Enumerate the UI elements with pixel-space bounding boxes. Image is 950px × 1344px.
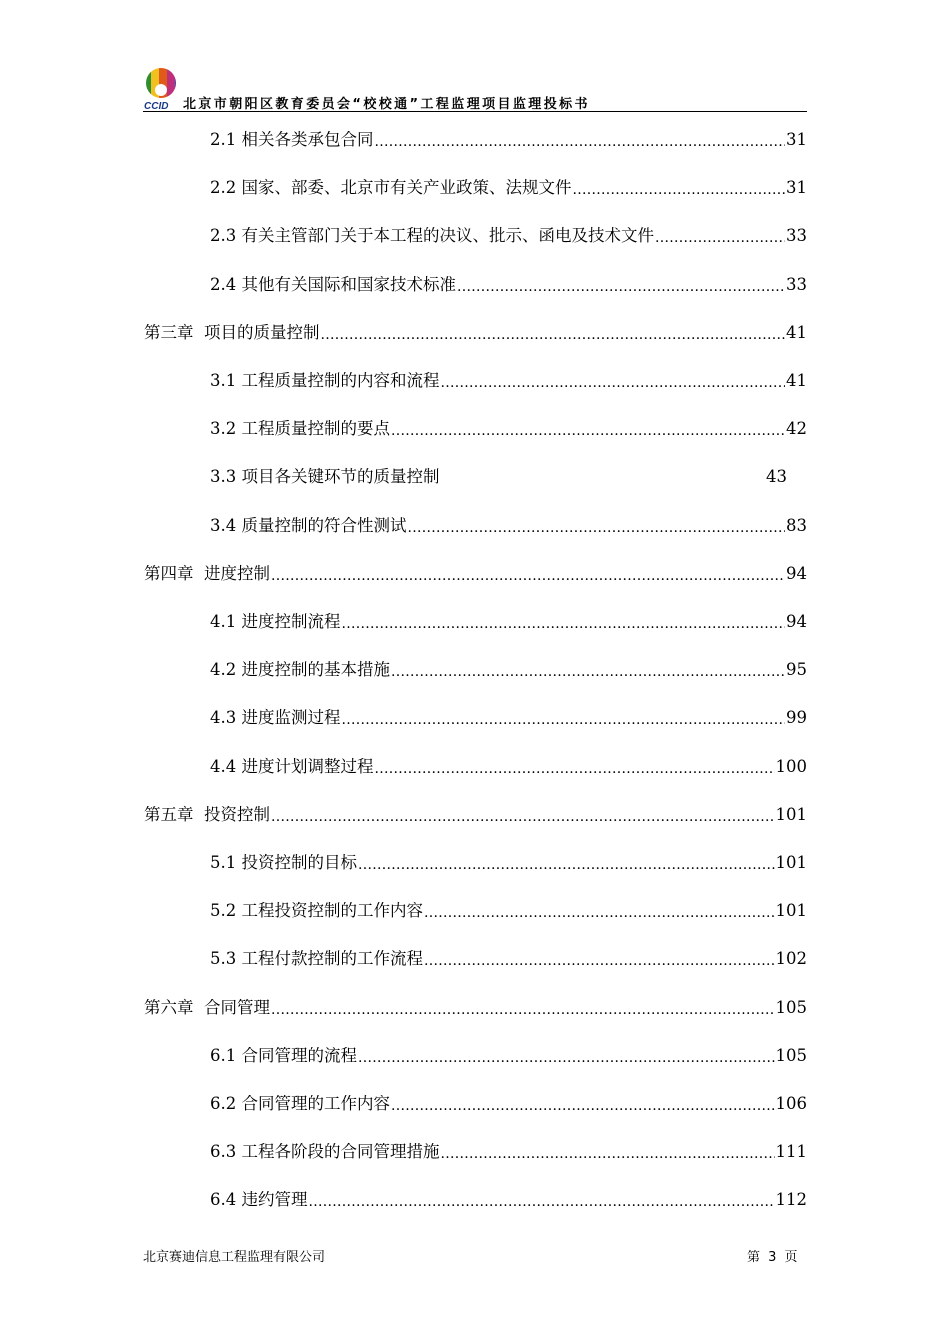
- header-title: 北京市朝阳区教育委员会“校校通”工程监理项目监理投标书: [183, 97, 590, 112]
- toc-dot-leader: [271, 567, 785, 585]
- toc-entry-title: 5.2 工程投资控制的工作内容: [210, 901, 423, 921]
- toc-dot-leader: [375, 760, 775, 778]
- toc-entry-title: 4.1 进度控制流程: [210, 612, 341, 631]
- toc-entry-page: 94: [786, 612, 807, 631]
- toc-dot-leader: [342, 711, 786, 729]
- toc-dot-leader: [358, 856, 775, 874]
- toc-entry-title: 2.4 其他有关国际和国家技术标准: [210, 274, 456, 294]
- svg-text:CCID: CCID: [144, 101, 169, 112]
- toc-entry-title: 第三章 项目的质量控制: [144, 322, 320, 342]
- toc-entry-page: 31: [786, 130, 807, 149]
- toc-entry-title: 6.3 工程各阶段的合同管理措施: [210, 1142, 440, 1162]
- toc-dot-leader: [391, 663, 785, 681]
- toc-dot-leader: [391, 422, 785, 440]
- toc-entry-title: 4.3 进度监测过程: [210, 708, 341, 728]
- toc-entry[interactable]: [210, 946, 807, 970]
- toc-entry[interactable]: [210, 850, 807, 874]
- toc-dot-leader: [342, 615, 786, 633]
- toc-entry-page: 42: [786, 419, 807, 439]
- toc-dot-leader: [457, 278, 785, 296]
- toc-entry-title: 2.2 国家、部委、北京市有关产业政策、法规文件: [210, 178, 572, 198]
- toc-entry[interactable]: [210, 1091, 807, 1115]
- toc-entry[interactable]: [210, 1139, 807, 1163]
- toc-entry[interactable]: [144, 995, 807, 1019]
- toc-entry[interactable]: [144, 561, 807, 585]
- toc-entry-title: 3.1 工程质量控制的内容和流程: [210, 371, 440, 390]
- toc-entry[interactable]: [210, 1043, 807, 1067]
- toc-dot-leader: [309, 1193, 775, 1211]
- toc-entry-title: 5.3 工程付款控制的工作流程: [210, 949, 423, 969]
- toc-entry-title: 第六章 合同管理: [144, 997, 270, 1017]
- footer-company: 北京赛迪信息工程监理有限公司: [143, 1250, 326, 1265]
- toc-entry-page: 83: [786, 515, 807, 535]
- toc-entry-page: 31: [786, 178, 807, 198]
- toc-entry-title: 第五章 投资控制: [144, 804, 270, 824]
- toc-entry-title: 3.2 工程质量控制的要点: [210, 419, 390, 439]
- toc-entry[interactable]: [210, 705, 807, 729]
- toc-entry[interactable]: [210, 754, 807, 778]
- toc-dot-leader: [321, 326, 786, 344]
- toc-entry-title: 6.1 合同管理的流程: [210, 1045, 357, 1065]
- toc-dot-leader: [375, 133, 786, 151]
- footer-page-number: 第 3 页: [747, 1250, 798, 1265]
- toc-entry[interactable]: [210, 1187, 807, 1211]
- toc-entry-page: 100: [775, 756, 807, 776]
- toc-entry[interactable]: [210, 416, 807, 440]
- toc-entry-page: 102: [775, 949, 807, 969]
- toc-dot-leader: [441, 1145, 775, 1163]
- toc-entry-page: 106: [775, 1094, 807, 1113]
- toc-entry-page: 105: [775, 997, 807, 1017]
- toc-entry[interactable]: [210, 898, 807, 922]
- toc-dot-leader: [573, 181, 786, 199]
- toc-entry-page: 112: [775, 1190, 807, 1210]
- toc-entry[interactable]: [210, 127, 807, 151]
- toc-entry-title: 6.4 违约管理: [210, 1190, 308, 1210]
- toc-entry[interactable]: [210, 464, 787, 488]
- toc-entry-title: 第四章 进度控制: [144, 563, 270, 583]
- toc-entry-title: 4.4 进度计划调整过程: [210, 756, 374, 776]
- toc-entry[interactable]: [210, 513, 807, 537]
- page-header: [143, 66, 807, 114]
- toc-entry[interactable]: [144, 802, 807, 826]
- toc-dot-leader: [271, 808, 775, 826]
- toc-dot-leader: [655, 229, 785, 247]
- toc-entry[interactable]: [210, 223, 807, 247]
- toc-entry-page: 33: [786, 226, 807, 246]
- toc-entry[interactable]: [210, 368, 807, 392]
- toc-dot-leader: [424, 904, 775, 922]
- toc-dot-leader: [408, 519, 786, 537]
- toc-entry-page: 43: [766, 467, 787, 487]
- toc-entry-page: 101: [775, 853, 807, 872]
- toc-entry-title: 2.3 有关主管部门关于本工程的决议、批示、函电及技术文件: [210, 226, 654, 246]
- toc-entry-page: 41: [786, 371, 807, 390]
- toc-entry-title: 4.2 进度控制的基本措施: [210, 660, 390, 680]
- toc-entry-page: 105: [775, 1045, 807, 1065]
- toc-dot-leader: [391, 1097, 775, 1115]
- toc-entry-page: 101: [775, 901, 807, 921]
- toc-entry-title: 5.1 投资控制的目标: [210, 853, 357, 872]
- toc-dot-leader: [424, 952, 775, 970]
- toc-entry-page: 95: [786, 660, 807, 680]
- toc-entry-title: 2.1 相关各类承包合同: [210, 130, 374, 149]
- toc-entry-title: 3.3 项目各关键环节的质量控制: [210, 467, 440, 487]
- toc-entry-title: 3.4 质量控制的符合性测试: [210, 515, 407, 535]
- toc-entry[interactable]: [210, 657, 807, 681]
- toc-entry-page: 99: [786, 708, 807, 728]
- toc-entry[interactable]: [210, 175, 807, 199]
- toc-entry-page: 101: [775, 804, 807, 824]
- toc-dot-leader: [271, 1001, 775, 1019]
- toc-entry-page: 94: [786, 563, 807, 583]
- toc-dot-leader: [441, 374, 786, 392]
- toc-entry-page: 41: [786, 322, 807, 342]
- toc-dot-leader: [358, 1049, 775, 1067]
- ccid-logo-icon: [143, 66, 181, 112]
- toc-entry-page: 33: [786, 274, 807, 294]
- toc-entry-title: 6.2 合同管理的工作内容: [210, 1094, 390, 1113]
- toc-entry-page: 111: [775, 1142, 807, 1162]
- toc-entry[interactable]: [144, 320, 807, 344]
- toc-entry[interactable]: [210, 609, 807, 633]
- toc-entry[interactable]: [210, 272, 807, 296]
- header-divider: [143, 111, 807, 112]
